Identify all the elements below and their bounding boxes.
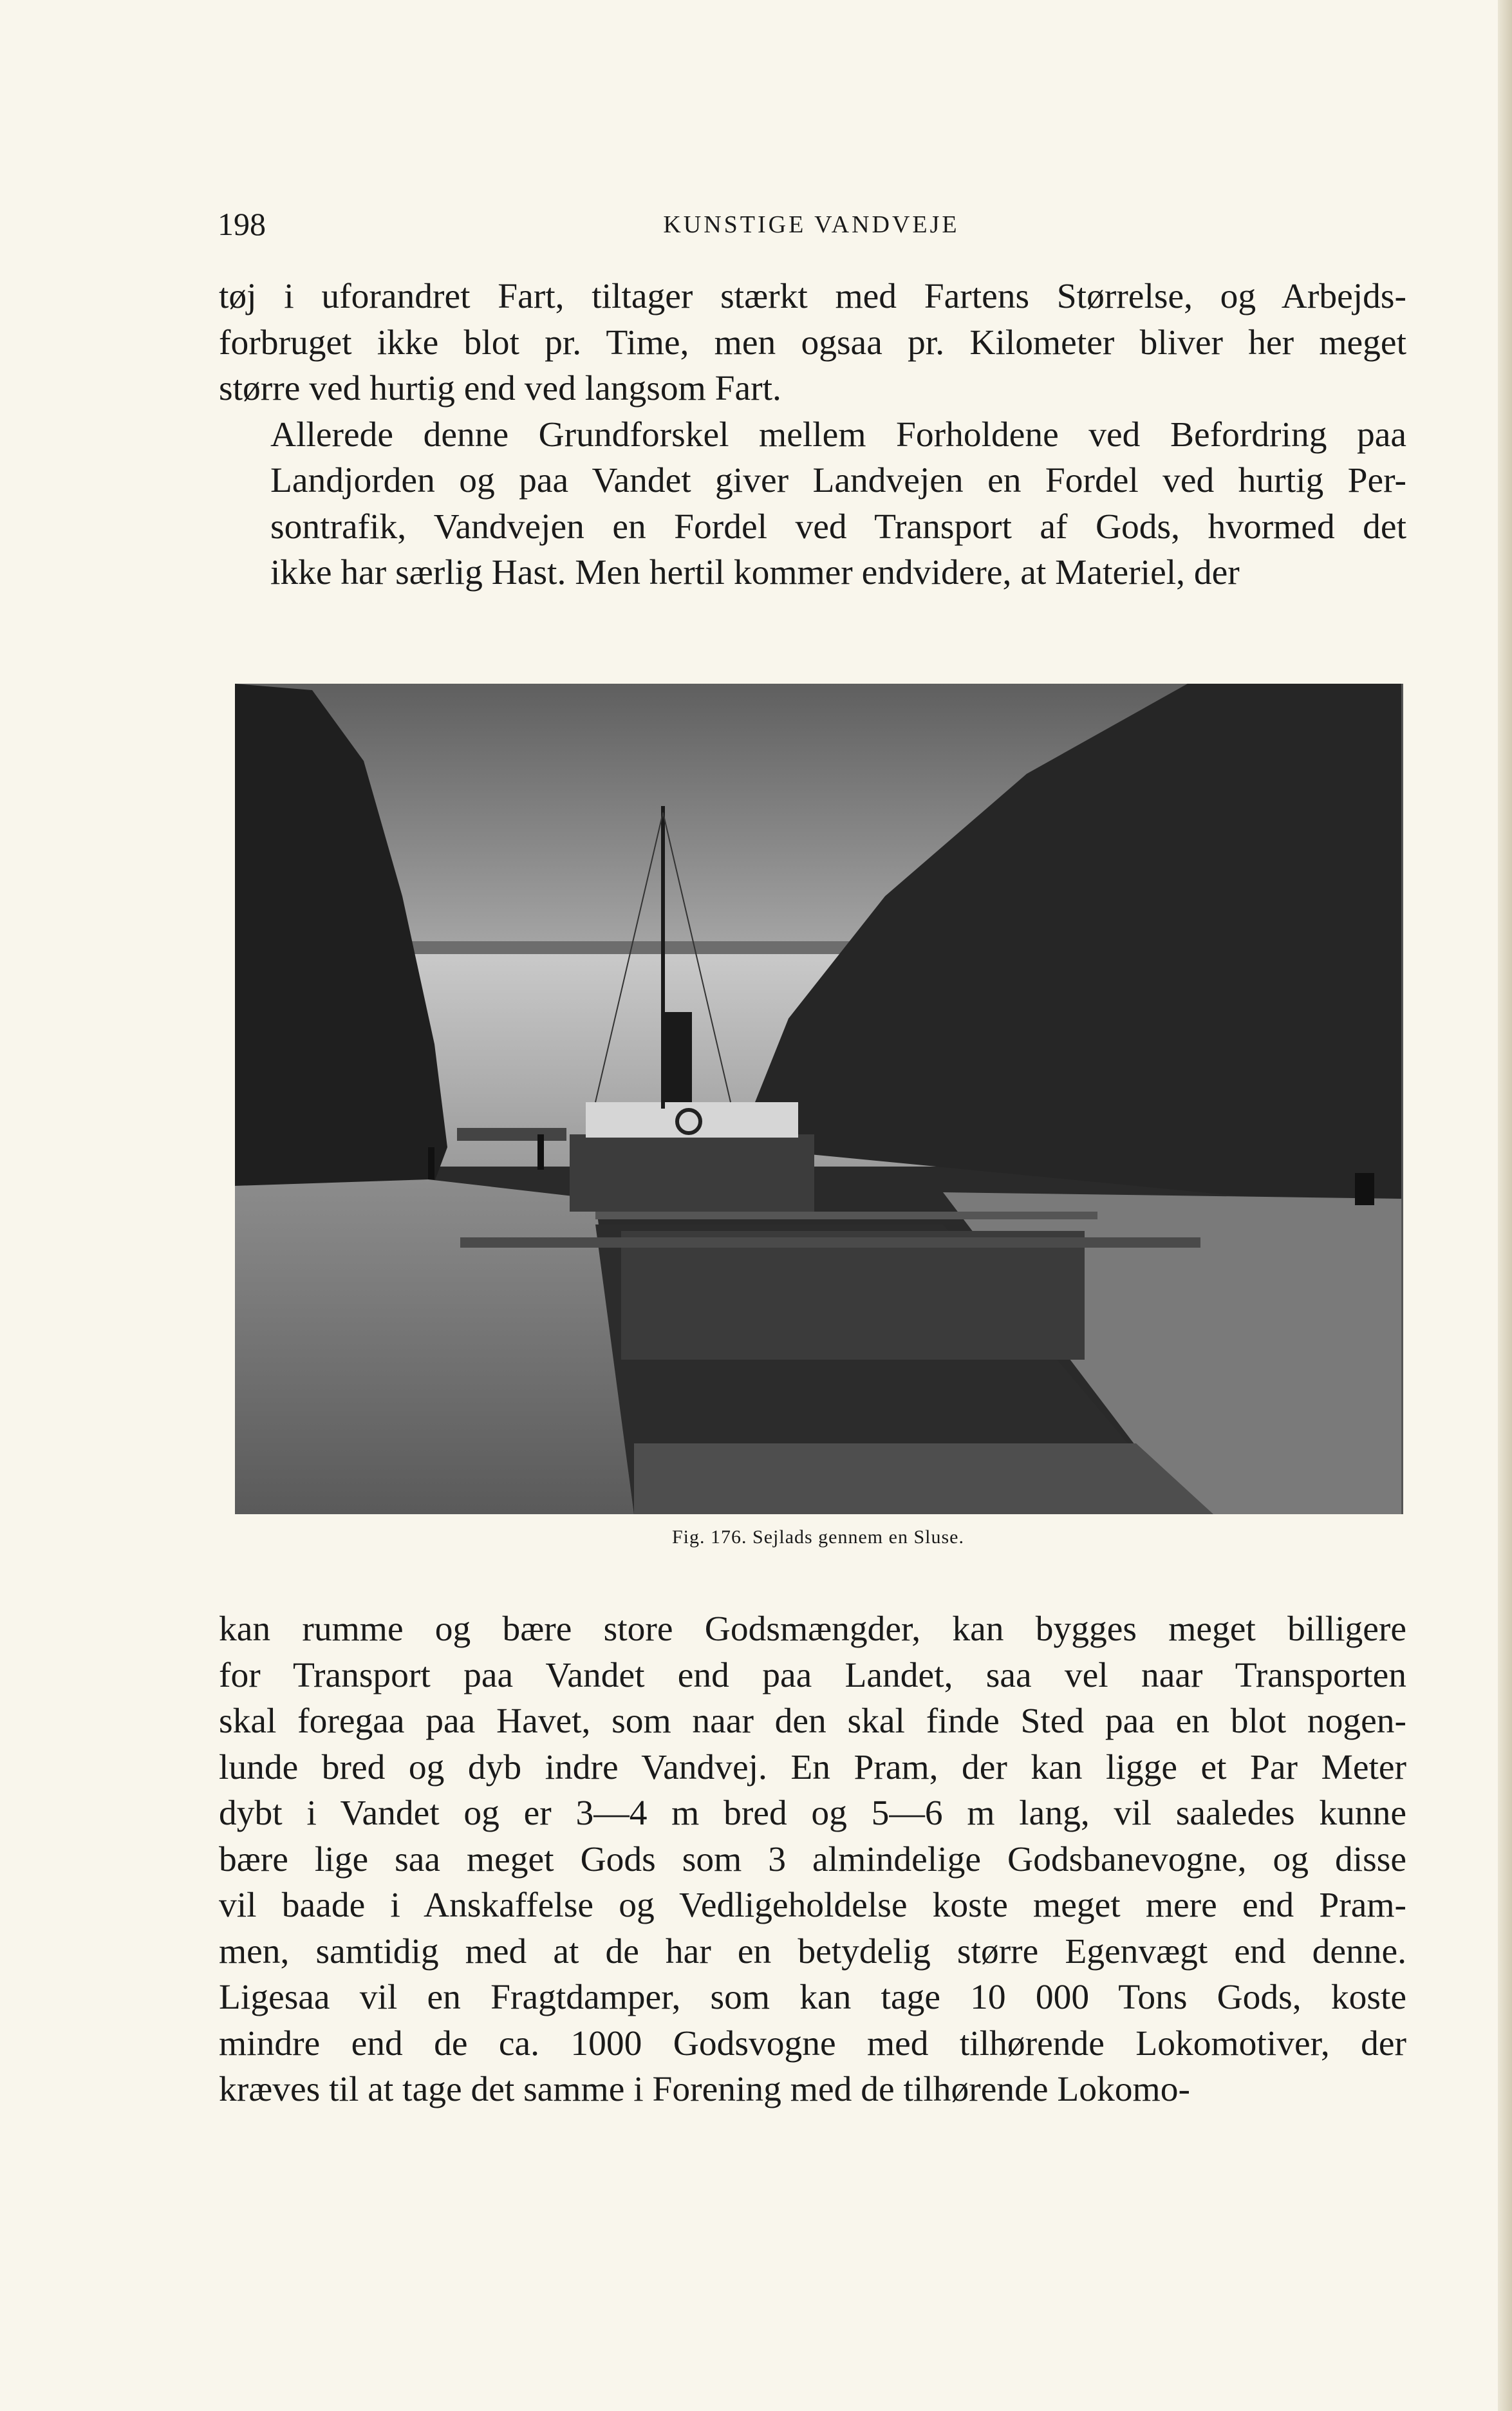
steamship-hull: [570, 1134, 814, 1212]
steamship-funnel: [663, 1012, 692, 1102]
running-title: KUNSTIGE VANDVEJE: [663, 211, 960, 238]
text-line: Ligesaa vil en Fragtdamper, som kan tage 10 000 Tons Gods, koste: [219, 1978, 1406, 2017]
lock-photo-illustration: [235, 684, 1401, 1514]
text-line: for Transport paa Vandet end paa Landet, saa vel naar Transporten: [219, 1655, 1406, 1695]
text-line: lunde bred og dyb indre Vandvej. En Pram, der kan ligge et Par Meter: [219, 1747, 1406, 1787]
text-line: sontrafik, Vandvejen en Fordel ved Transport af Gods, hvormed det: [270, 507, 1406, 547]
text-line: bære lige saa meget Gods som 3 almindelige Godsbanevogne, og disse: [219, 1839, 1406, 1879]
text-line: dybt i Vandet og er 3—4 m bred og 5—6 m lang, vil saaledes kunne: [219, 1794, 1406, 1833]
page-edge: [1498, 0, 1512, 2411]
text-line: vil baade i Anskaffelse og Vedligeholdelse koste meget mere end Pram-: [219, 1886, 1406, 1925]
text-line: skal foregaa paa Havet, som naar den skal finde Sted paa en blot nogen-: [219, 1702, 1406, 1741]
lock-gate-beam-upper: [595, 1212, 1097, 1219]
steamship-mast: [661, 806, 665, 1109]
person-figure: [537, 1134, 544, 1170]
text-line: kræves til at tage det samme i Forening med de tilhørende Lokomo-: [219, 2070, 1190, 2109]
paragraph-1: [219, 274, 1406, 412]
page-header: [218, 205, 1405, 243]
lock-gate-beam: [460, 1237, 1200, 1248]
lock-gate-wall: [621, 1231, 1085, 1360]
person-figure: [428, 1147, 434, 1179]
bollard: [1355, 1173, 1374, 1205]
text-line: større ved hurtig end ved langsom Fart.: [219, 369, 781, 408]
text-line: Allerede denne Grundforskel mellem Forholdene ved Befordring paa: [270, 415, 1406, 455]
body-text-bottom: [219, 1606, 1406, 2113]
text-line: kan rumme og bære store Godsmængder, kan bygges meget billigere: [219, 1609, 1406, 1649]
text-line: Landjorden og paa Vandet giver Landvejen en Fordel ved hurtig Per-: [270, 461, 1406, 500]
figure-caption: Fig. 176. Sejlads gennem en Sluse.: [672, 1526, 964, 1548]
figure-photo-canal-lock: [235, 684, 1403, 1514]
left-lock-bank: [235, 1179, 634, 1514]
foreground-stone-ledge: [634, 1443, 1213, 1514]
text-line: forbruget ikke blot pr. Time, men ogsaa pr. Kilometer bliver her meget: [219, 323, 1406, 362]
text-line: tøj i uforandret Fart, tiltager stærkt med Fartens Størrelse, og Arbejds-: [219, 277, 1406, 316]
page-number: 198: [218, 206, 266, 242]
paragraph-3: [219, 1606, 1406, 2113]
text-line: ikke har særlig Hast. Men hertil kommer endvidere, at Materiel, der: [270, 553, 1240, 592]
text-line: mindre end de ca. 1000 Godsvogne med tilhørende Lokomotiver, der: [219, 2023, 1406, 2063]
small-boat: [457, 1128, 566, 1141]
paragraph-2: [219, 412, 1406, 596]
text-line: men, samtidig med at de har en betydelig større Egenvægt end denne.: [219, 1931, 1406, 1971]
body-text-top: [219, 274, 1406, 596]
